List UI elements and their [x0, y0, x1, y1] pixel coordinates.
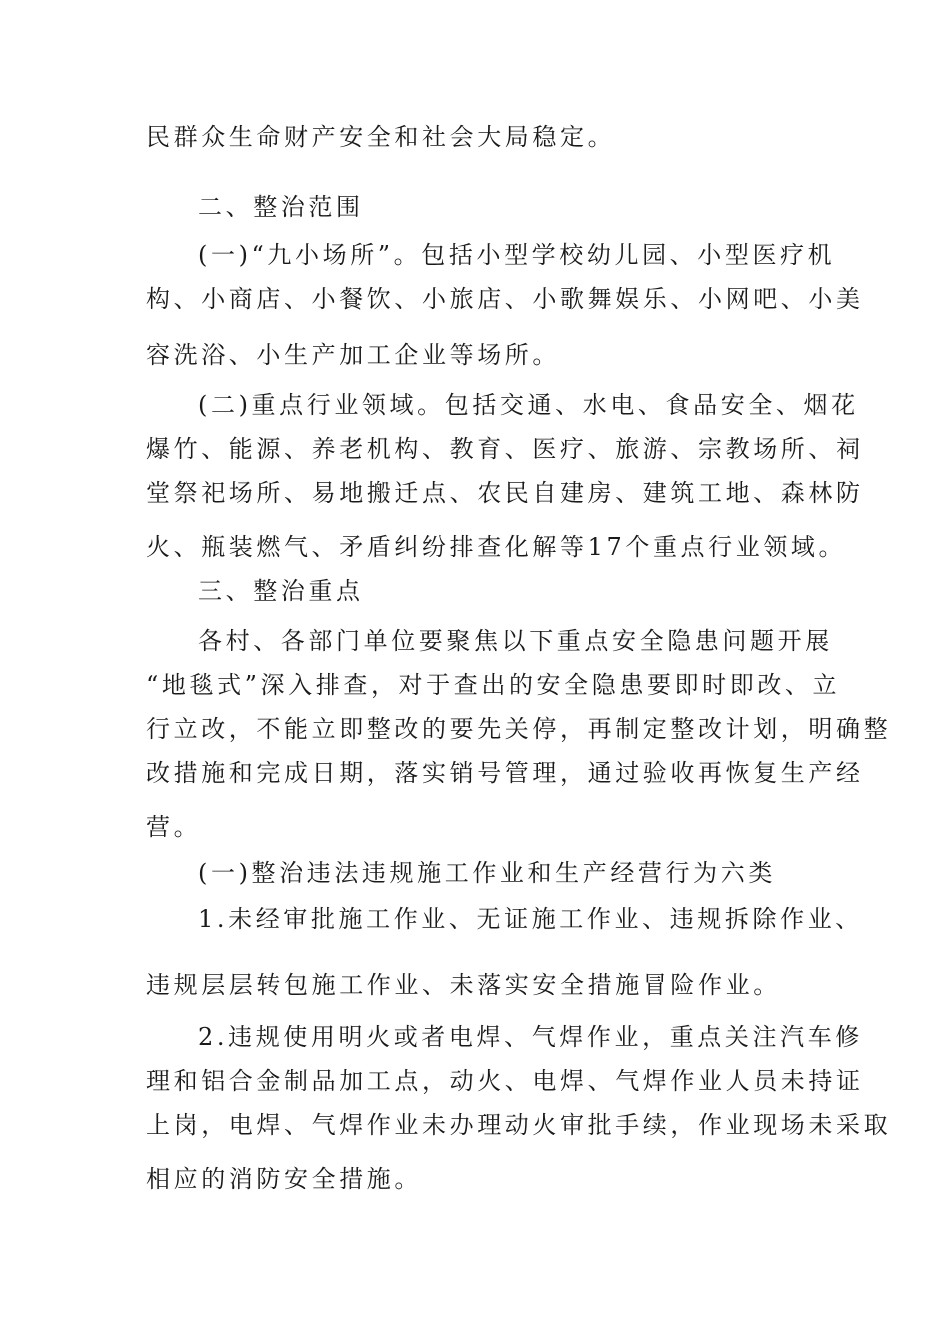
- paragraph-line: 理和铝合金制品加工点，动火、电焊、气焊作业人员未持证: [146, 1067, 864, 1095]
- paragraph-line: 堂祭祀场所、易地搬迁点、农民自建房、建筑工地、森林防: [146, 479, 864, 507]
- subsection-heading: (一)整治违法违规施工作业和生产经营行为六类: [198, 859, 776, 887]
- paragraph-line: 容洗浴、小生产加工企业等场所。: [146, 341, 560, 369]
- paragraph-line: 上岗，电焊、气焊作业未办理动火审批手续，作业现场未采取: [146, 1111, 892, 1139]
- paragraph-line: 火、瓶装燃气、矛盾纠纷排查化解等17个重点行业领域。: [146, 533, 847, 561]
- paragraph-line: 营。: [146, 813, 202, 841]
- paragraph-line: 2.违规使用明火或者电焊、气焊作业，重点关注汽车修: [198, 1023, 863, 1051]
- paragraph-line: 行立改，不能立即整改的要先关停，再制定整改计划，明确整: [146, 715, 892, 743]
- paragraph-line: 各村、各部门单位要聚焦以下重点安全隐患问题开展: [198, 627, 833, 655]
- section-heading: 二、整治范围: [198, 193, 364, 221]
- paragraph-line: 民群众生命财产安全和社会大局稳定。: [146, 123, 616, 151]
- paragraph-line: (二)重点行业领域。包括交通、水电、食品安全、烟花: [198, 391, 859, 419]
- paragraph-line: 1.未经审批施工作业、无证施工作业、违规拆除作业、: [198, 905, 863, 933]
- paragraph-line: 改措施和完成日期，落实销号管理，通过验收再恢复生产经: [146, 759, 864, 787]
- paragraph-line: 构、小商店、小餐饮、小旅店、小歌舞娱乐、小网吧、小美: [146, 285, 864, 313]
- section-heading: 三、整治重点: [198, 577, 364, 605]
- paragraph-line: (一)“九小场所”。包括小型学校幼儿园、小型医疗机: [198, 241, 836, 269]
- paragraph-line: 相应的消防安全措施。: [146, 1165, 422, 1193]
- paragraph-line: 违规层层转包施工作业、未落实安全措施冒险作业。: [146, 971, 781, 999]
- paragraph-line: “地毯式”深入排查，对于查出的安全隐患要即时即改、立: [146, 671, 841, 699]
- paragraph-line: 爆竹、能源、养老机构、教育、医疗、旅游、宗教场所、祠: [146, 435, 864, 463]
